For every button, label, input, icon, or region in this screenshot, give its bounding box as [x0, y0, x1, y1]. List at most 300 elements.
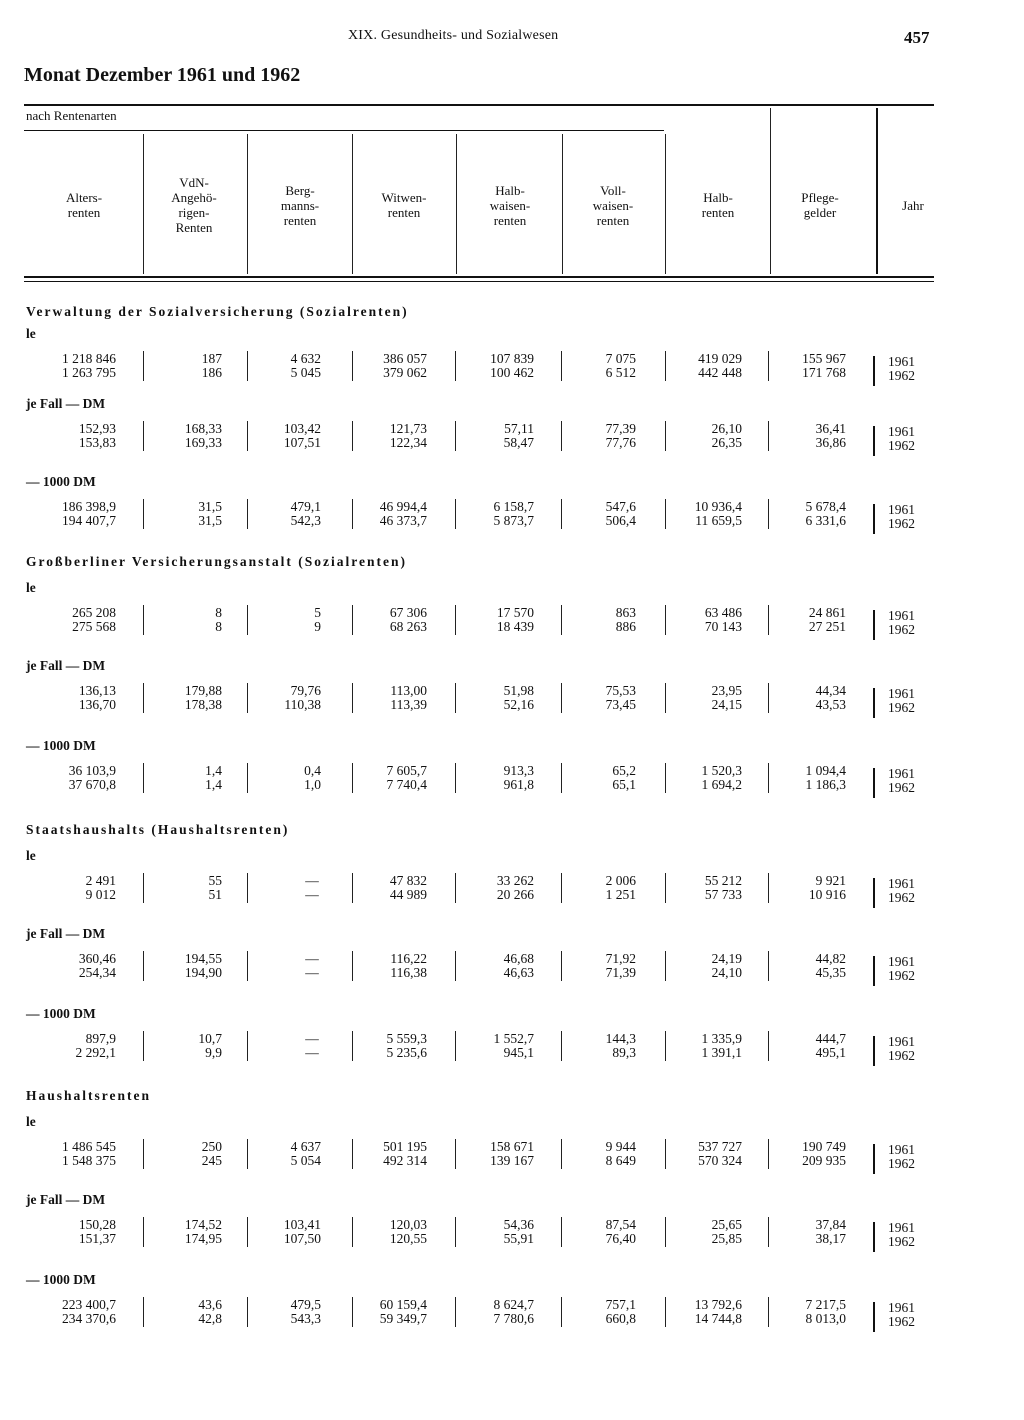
year-cell: 1962 — [888, 1048, 915, 1063]
year-cell: 1961 — [888, 1300, 915, 1315]
block-label: je Fall — DM — [26, 396, 106, 411]
table-cell: 24 861 — [808, 605, 846, 620]
row-separator — [873, 1302, 875, 1332]
row-separator — [665, 873, 666, 903]
column-divider — [456, 134, 457, 274]
table-cell: 27 251 — [808, 619, 846, 634]
table-cell: 45,35 — [815, 965, 846, 980]
table-cell: 46 994,4 — [379, 499, 427, 514]
table-cell: 59 349,7 — [379, 1311, 427, 1326]
year-cell: 1961 — [888, 424, 915, 439]
block-label: je Fall — DM — [26, 658, 106, 673]
row-separator — [455, 873, 456, 903]
table-cell: — — [305, 887, 319, 902]
table-cell: 863 — [615, 605, 636, 620]
table-cell: 1 263 795 — [62, 365, 116, 380]
table-cell: 1 520,3 — [701, 763, 742, 778]
table-cell: — — [305, 873, 319, 888]
table-cell: 1 094,4 — [805, 763, 846, 778]
table-cell: 144,3 — [605, 1031, 636, 1046]
year-cell: 1962 — [888, 516, 915, 531]
table-cell: 1 218 846 — [62, 351, 116, 366]
table-cell: 75,53 — [605, 683, 636, 698]
row-separator — [143, 763, 144, 793]
table-cell: 174,52 — [184, 1217, 222, 1232]
table-cell: 886 — [615, 619, 636, 634]
row-separator — [873, 426, 875, 456]
table-cell: 495,1 — [815, 1045, 846, 1060]
table-cell: 1 552,7 — [493, 1031, 534, 1046]
table-cell: 660,8 — [605, 1311, 636, 1326]
table-cell: 44,82 — [815, 951, 846, 966]
table-cell: — — [305, 965, 319, 980]
table-cell: 77,39 — [605, 421, 636, 436]
row-separator — [873, 768, 875, 798]
table-cell: 209 935 — [802, 1153, 846, 1168]
table-cell: 55,91 — [503, 1231, 534, 1246]
table-cell: 265 208 — [72, 605, 116, 620]
table-cell: 8 013,0 — [805, 1311, 846, 1326]
year-cell: 1961 — [888, 954, 915, 969]
row-separator — [247, 351, 248, 381]
table-cell: 43,53 — [815, 697, 846, 712]
row-separator — [665, 1139, 666, 1169]
column-divider — [770, 108, 771, 274]
table-cell: 37 670,8 — [68, 777, 116, 792]
table-cell: 17 570 — [496, 605, 534, 620]
row-separator — [455, 683, 456, 713]
table-cell: 7 217,5 — [805, 1297, 846, 1312]
row-separator — [665, 1297, 666, 1327]
block-label: — 1000 DM — [26, 1272, 96, 1287]
row-separator — [143, 951, 144, 981]
table-cell: 897,9 — [85, 1031, 116, 1046]
table-cell: 4 637 — [290, 1139, 321, 1154]
row-separator — [247, 1297, 248, 1327]
row-separator — [561, 951, 562, 981]
table-cell: 23,95 — [711, 683, 742, 698]
table-cell: 51 — [208, 887, 222, 902]
table-cell: 2 292,1 — [75, 1045, 116, 1060]
row-separator — [768, 683, 769, 713]
row-separator — [143, 421, 144, 451]
table-cell: 100 462 — [490, 365, 534, 380]
table-cell: 5 559,3 — [386, 1031, 427, 1046]
table-cell: 116,38 — [390, 965, 427, 980]
row-separator — [455, 1297, 456, 1327]
table-cell: 136,70 — [78, 697, 116, 712]
table-cell: 73,45 — [605, 697, 636, 712]
table-cell: 76,40 — [605, 1231, 636, 1246]
table-cell: 8 624,7 — [493, 1297, 534, 1312]
table-cell: 67 306 — [389, 605, 427, 620]
row-separator — [247, 951, 248, 981]
row-separator — [768, 1297, 769, 1327]
row-separator — [247, 499, 248, 529]
row-separator — [143, 683, 144, 713]
table-cell: 103,41 — [283, 1217, 321, 1232]
block-label: le — [26, 1114, 36, 1129]
table-cell: 26,35 — [711, 435, 742, 450]
table-cell: 8 — [215, 619, 222, 634]
block-label: — 1000 DM — [26, 1006, 96, 1021]
row-separator — [352, 1217, 353, 1247]
running-head: XIX. Gesundheits- und Sozialwesen — [348, 28, 559, 43]
row-separator — [455, 763, 456, 793]
table-cell: 7 605,7 — [386, 763, 427, 778]
table-cell: 44 989 — [389, 887, 427, 902]
table-cell: 194,55 — [184, 951, 222, 966]
block-label: — 1000 DM — [26, 474, 96, 489]
column-header: Voll- waisen- renten — [592, 182, 634, 228]
column-header: Berg- manns- renten — [280, 182, 320, 228]
table-cell: 7 780,6 — [493, 1311, 534, 1326]
row-separator — [352, 1297, 353, 1327]
table-cell: 245 — [201, 1153, 222, 1168]
table-cell: 542,3 — [290, 513, 321, 528]
table-cell: — — [305, 1045, 319, 1060]
row-separator — [768, 351, 769, 381]
row-separator — [873, 688, 875, 718]
table-cell: 152,93 — [78, 421, 116, 436]
row-separator — [768, 1139, 769, 1169]
column-header: VdN- Angehö- rigen- Renten — [171, 175, 217, 235]
year-cell: 1961 — [888, 502, 915, 517]
row-separator — [143, 499, 144, 529]
table-cell: 57 733 — [704, 887, 742, 902]
row-separator — [665, 951, 666, 981]
table-cell: 194,90 — [184, 965, 222, 980]
row-separator — [455, 351, 456, 381]
table-cell: 479,1 — [290, 499, 321, 514]
table-cell: 155 967 — [802, 351, 846, 366]
table-cell: 961,8 — [503, 777, 534, 792]
row-separator — [143, 605, 144, 635]
table-cell: 9 944 — [605, 1139, 636, 1154]
year-cell: 1962 — [888, 438, 915, 453]
row-separator — [561, 499, 562, 529]
table-cell: 570 324 — [698, 1153, 742, 1168]
block-label: — 1000 DM — [26, 738, 96, 753]
row-separator — [768, 873, 769, 903]
column-divider — [562, 134, 563, 274]
table-cell: 52,16 — [503, 697, 534, 712]
table-cell: 113,00 — [390, 683, 427, 698]
table-cell: 6 158,7 — [493, 499, 534, 514]
column-header: Alters- renten — [65, 190, 103, 220]
row-separator — [247, 683, 248, 713]
table-cell: 5 873,7 — [493, 513, 534, 528]
row-separator — [665, 1217, 666, 1247]
table-cell: 5 054 — [290, 1153, 321, 1168]
table-cell: 379 062 — [383, 365, 427, 380]
row-separator — [665, 499, 666, 529]
row-separator — [247, 605, 248, 635]
table-cell: 36 103,9 — [68, 763, 116, 778]
table-cell: 42,8 — [198, 1311, 222, 1326]
row-separator — [455, 1217, 456, 1247]
year-cell: 1962 — [888, 1314, 915, 1329]
table-cell: 25,65 — [711, 1217, 742, 1232]
row-separator — [247, 763, 248, 793]
table-cell: 58,47 — [503, 435, 534, 450]
row-separator — [561, 421, 562, 451]
row-separator — [143, 1031, 144, 1061]
row-separator — [247, 421, 248, 451]
row-separator — [352, 605, 353, 635]
row-separator — [665, 1031, 666, 1061]
row-separator — [873, 610, 875, 640]
table-cell: 57,11 — [504, 421, 534, 436]
table-cell: 187 — [201, 351, 222, 366]
row-separator — [768, 1031, 769, 1061]
table-cell: 70 143 — [704, 619, 742, 634]
table-cell: 419 029 — [698, 351, 742, 366]
table-cell: 153,83 — [78, 435, 116, 450]
table-cell: 178,38 — [184, 697, 222, 712]
row-separator — [247, 1139, 248, 1169]
table-cell: 506,4 — [605, 513, 636, 528]
table-cell: 120,03 — [389, 1217, 427, 1232]
row-separator — [143, 1217, 144, 1247]
column-divider — [247, 134, 248, 274]
table-cell: 1 251 — [605, 887, 636, 902]
section-title: Haushaltsrenten — [26, 1088, 152, 1103]
row-separator — [561, 873, 562, 903]
column-header: Halb- waisen- renten — [489, 182, 531, 228]
table-cell: 9 — [314, 619, 321, 634]
header-bottom-rule — [24, 276, 934, 278]
table-cell: 234 370,6 — [62, 1311, 116, 1326]
row-separator — [768, 499, 769, 529]
table-cell: 110,38 — [284, 697, 321, 712]
row-separator — [352, 873, 353, 903]
row-separator — [561, 1031, 562, 1061]
table-cell: 44,34 — [815, 683, 846, 698]
year-cell: 1961 — [888, 766, 915, 781]
row-separator — [873, 1036, 875, 1066]
column-divider — [143, 134, 144, 274]
row-separator — [247, 1031, 248, 1061]
table-cell: 103,42 — [283, 421, 321, 436]
row-separator — [352, 499, 353, 529]
year-cell: 1961 — [888, 354, 915, 369]
table-cell: 46,68 — [503, 951, 534, 966]
table-cell: 7 740,4 — [386, 777, 427, 792]
table-cell: 179,88 — [184, 683, 222, 698]
row-separator — [352, 351, 353, 381]
block-label: le — [26, 580, 36, 595]
table-cell: 1 694,2 — [701, 777, 742, 792]
row-separator — [768, 951, 769, 981]
row-separator — [665, 683, 666, 713]
column-header: Pflege- gelder — [801, 190, 839, 220]
group-rule — [24, 130, 664, 131]
table-cell: 4 632 — [290, 351, 321, 366]
row-separator — [768, 421, 769, 451]
row-separator — [768, 763, 769, 793]
table-cell: 8 649 — [605, 1153, 636, 1168]
row-separator — [665, 421, 666, 451]
table-cell: 11 659,5 — [695, 513, 742, 528]
table-cell: 537 727 — [698, 1139, 742, 1154]
year-cell: 1961 — [888, 876, 915, 891]
table-cell: — — [305, 1031, 319, 1046]
row-separator — [247, 873, 248, 903]
row-separator — [247, 1217, 248, 1247]
table-cell: 150,28 — [78, 1217, 116, 1232]
row-separator — [352, 683, 353, 713]
table-cell: 65,2 — [612, 763, 636, 778]
table-cell: 18 439 — [496, 619, 534, 634]
row-separator — [873, 1144, 875, 1174]
table-cell: 1,4 — [205, 777, 222, 792]
table-cell: 1 486 545 — [62, 1139, 116, 1154]
table-cell: 8 — [215, 605, 222, 620]
page-header — [0, 24, 1024, 48]
table-cell: 5 045 — [290, 365, 321, 380]
table-cell: 2 006 — [605, 873, 636, 888]
table-cell: 63 486 — [704, 605, 742, 620]
row-separator — [561, 683, 562, 713]
year-cell: 1962 — [888, 1156, 915, 1171]
table-cell: 547,6 — [605, 499, 636, 514]
table-cell: 31,5 — [198, 499, 222, 514]
row-separator — [352, 951, 353, 981]
row-separator — [455, 1031, 456, 1061]
table-cell: 543,3 — [290, 1311, 321, 1326]
block-label: je Fall — DM — [26, 1192, 106, 1207]
table-cell: 151,37 — [78, 1231, 116, 1246]
table-cell: 68 263 — [389, 619, 427, 634]
table-cell: 186 398,9 — [62, 499, 116, 514]
table-cell: 0,4 — [304, 763, 321, 778]
year-cell: 1962 — [888, 700, 915, 715]
table-cell: 120,55 — [389, 1231, 427, 1246]
row-separator — [768, 605, 769, 635]
table-cell: 36,41 — [815, 421, 846, 436]
table-cell: 1 391,1 — [701, 1045, 742, 1060]
table-cell: 13 792,6 — [694, 1297, 742, 1312]
table-cell: 14 744,8 — [694, 1311, 742, 1326]
table-cell: 5 — [314, 605, 321, 620]
row-separator — [143, 1297, 144, 1327]
table-cell: 360,46 — [78, 951, 116, 966]
table-cell: 107,51 — [283, 435, 321, 450]
page-number: 457 — [904, 28, 930, 47]
table-cell: 945,1 — [503, 1045, 534, 1060]
row-separator — [455, 421, 456, 451]
table-cell: 46 373,7 — [379, 513, 427, 528]
table-cell: 158 671 — [490, 1139, 534, 1154]
row-separator — [873, 956, 875, 986]
column-divider — [352, 134, 353, 274]
row-separator — [873, 878, 875, 908]
column-header: Witwen- renten — [381, 190, 427, 220]
table-cell: 113,39 — [390, 697, 427, 712]
year-cell: 1961 — [888, 1220, 915, 1235]
table-cell: 38,17 — [815, 1231, 846, 1246]
row-separator — [352, 763, 353, 793]
row-separator — [665, 605, 666, 635]
row-separator — [561, 1297, 562, 1327]
table-cell: 1 548 375 — [62, 1153, 116, 1168]
table-cell: 492 314 — [383, 1153, 427, 1168]
year-cell: 1962 — [888, 368, 915, 383]
table-cell: 1,0 — [304, 777, 321, 792]
table-cell: 1,4 — [205, 763, 222, 778]
table-cell: 31,5 — [198, 513, 222, 528]
table-cell: 71,92 — [605, 951, 636, 966]
year-cell: 1962 — [888, 968, 915, 983]
table-cell: 79,76 — [290, 683, 321, 698]
table-cell: 139 167 — [490, 1153, 534, 1168]
table-cell: 479,5 — [290, 1297, 321, 1312]
column-header: Jahr — [902, 197, 924, 213]
row-separator — [873, 356, 875, 386]
table-cell: 194 407,7 — [62, 513, 116, 528]
row-separator — [561, 1217, 562, 1247]
table-cell: 37,84 — [815, 1217, 846, 1232]
table-cell: 174,95 — [184, 1231, 222, 1246]
table-cell: 5 678,4 — [805, 499, 846, 514]
table-cell: 168,33 — [184, 421, 222, 436]
table-cell: 6 331,6 — [805, 513, 846, 528]
table-cell: 501 195 — [383, 1139, 427, 1154]
table-cell: 65,1 — [612, 777, 636, 792]
row-separator — [143, 1139, 144, 1169]
table-cell: 7 075 — [605, 351, 636, 366]
column-header: Halb- renten — [701, 190, 735, 220]
row-separator — [561, 351, 562, 381]
year-cell: 1961 — [888, 686, 915, 701]
table-cell: 186 — [201, 365, 222, 380]
table-cell: 10 936,4 — [694, 499, 742, 514]
row-separator — [352, 1139, 353, 1169]
table-cell: 9,9 — [205, 1045, 222, 1060]
table-cell: 107 839 — [490, 351, 534, 366]
table-cell: 9 012 — [85, 887, 116, 902]
row-separator — [665, 763, 666, 793]
year-cell: 1962 — [888, 780, 915, 795]
table-cell: 46,63 — [503, 965, 534, 980]
row-separator — [561, 763, 562, 793]
top-rule — [24, 104, 934, 106]
year-cell: 1962 — [888, 890, 915, 905]
row-separator — [455, 605, 456, 635]
block-label: je Fall — DM — [26, 926, 106, 941]
group-label: nach Rentenarten — [26, 108, 117, 123]
table-cell: 223 400,7 — [62, 1297, 116, 1312]
table-cell: 24,15 — [711, 697, 742, 712]
table-cell: 275 568 — [72, 619, 116, 634]
section-title: Staatshaushalts (Haushaltsrenten) — [26, 822, 290, 837]
table-cell: 122,34 — [389, 435, 427, 450]
row-separator — [455, 951, 456, 981]
table-cell: 913,3 — [503, 763, 534, 778]
row-separator — [561, 1139, 562, 1169]
row-separator — [143, 873, 144, 903]
table-cell: 1 335,9 — [701, 1031, 742, 1046]
table-cell: 20 266 — [496, 887, 534, 902]
table-cell: 87,54 — [605, 1217, 636, 1232]
block-label: le — [26, 848, 36, 863]
row-separator — [873, 504, 875, 534]
table-cell: 25,85 — [711, 1231, 742, 1246]
table-cell: 24,10 — [711, 965, 742, 980]
table-cell: 55 — [208, 873, 222, 888]
table-cell: 24,19 — [711, 951, 742, 966]
